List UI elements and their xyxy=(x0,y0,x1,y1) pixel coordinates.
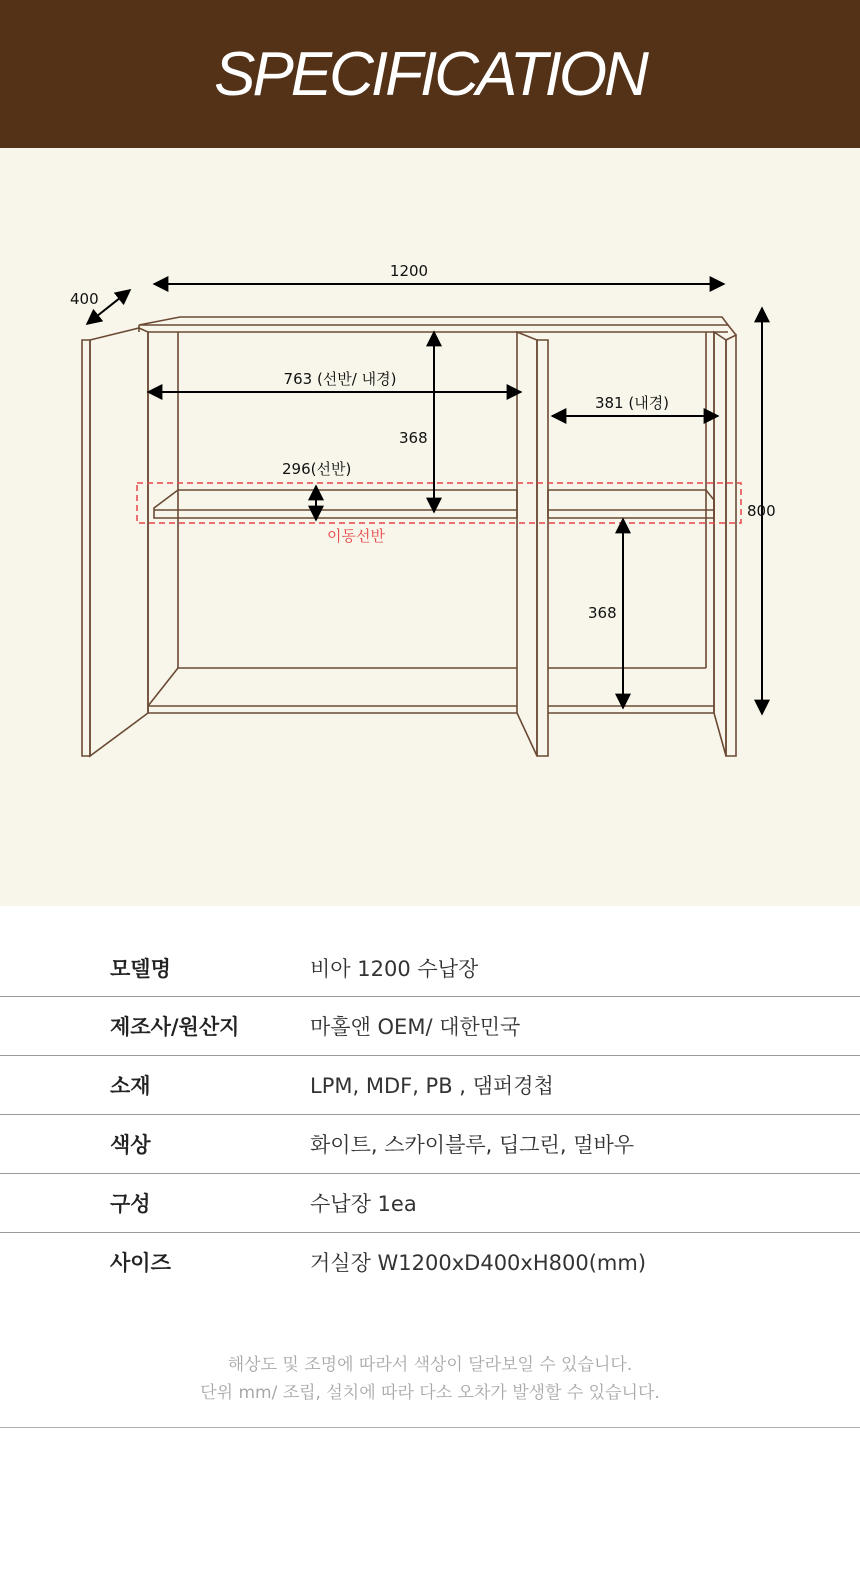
spec-label: 제조사/원산지 xyxy=(110,1015,240,1039)
upper-space-label: 368 xyxy=(399,429,428,447)
spec-label: 모델명 xyxy=(110,957,171,981)
spec-value: 비아 1200 수납장 xyxy=(310,957,479,981)
dimension-lines xyxy=(87,284,762,714)
right-door-edge xyxy=(726,335,736,756)
notice xyxy=(0,1351,860,1407)
movable-shelf-label: 이동선반 xyxy=(327,527,385,545)
spec-label: 구성 xyxy=(110,1192,151,1216)
right-door xyxy=(714,332,726,756)
spec-label: 색상 xyxy=(110,1133,151,1157)
depth-label: 400 xyxy=(70,290,99,308)
movable-shelf-left xyxy=(154,490,517,518)
spec-value: LPM, MDF, PB , 댐퍼경첩 xyxy=(310,1074,554,1098)
movable-shelf-highlight xyxy=(137,483,741,523)
center-door-edge xyxy=(537,340,548,756)
right-inner-label: 381 (내경) xyxy=(594,394,670,412)
spec-label: 소재 xyxy=(110,1074,151,1098)
cabinet-outline xyxy=(82,317,736,756)
spec-table xyxy=(0,940,860,1291)
height-label: 800 xyxy=(747,502,776,520)
spec-row xyxy=(0,1115,860,1174)
spec-row xyxy=(0,1174,860,1233)
page-header xyxy=(0,0,860,148)
spec-row xyxy=(0,1056,860,1115)
center-door xyxy=(517,332,537,756)
spec-row xyxy=(0,940,860,997)
spec-row xyxy=(0,997,860,1056)
notice-line-1: 해상도 및 조명에 따라서 색상이 달라보일 수 있습니다. xyxy=(227,1355,633,1375)
cabinet-drawing xyxy=(0,148,860,906)
width-label: 1200 xyxy=(389,262,429,280)
spec-value: 거실장 W1200xD400xH800(mm) xyxy=(310,1251,647,1275)
spec-value: 화이트, 스카이블루, 딥그린, 멀바우 xyxy=(310,1133,635,1157)
left-door-edge xyxy=(82,340,90,756)
spec-value: 수납장 1ea xyxy=(310,1192,417,1216)
shelf-depth-label: 296(선반) xyxy=(282,460,352,478)
spec-row xyxy=(0,1233,860,1291)
spec-value: 마홀앤 OEM/ 대한민국 xyxy=(310,1015,521,1039)
lower-space-label: 368 xyxy=(588,604,617,622)
page-title: SPECIFICATION xyxy=(214,39,646,109)
dimension-diagram xyxy=(0,148,860,906)
spec-label: 사이즈 xyxy=(110,1251,171,1275)
movable-shelf-right xyxy=(548,490,714,518)
left-inner-label: 763 (선반/ 내경) xyxy=(283,370,397,388)
left-door xyxy=(90,328,148,756)
bottom-divider xyxy=(0,1427,860,1428)
notice-line-2: 단위 mm/ 조립, 설치에 따라 다소 오차가 발생할 수 있습니다. xyxy=(200,1383,660,1403)
cabinet-top xyxy=(139,317,728,325)
